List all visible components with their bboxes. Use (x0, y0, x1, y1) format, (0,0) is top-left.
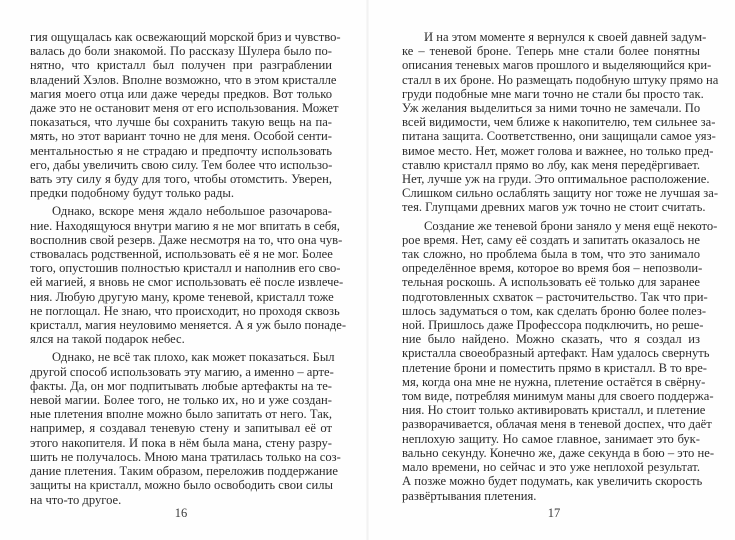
text-line: шить не получалось. Мною мана тратилась только на соз- (30, 449, 341, 464)
text-line: ние. Находящуюся внутри магию я не мог впитать в себя, (30, 218, 340, 233)
text-line: вимое место. Нет, может голова и важнее, но только пред- (402, 143, 714, 158)
text-line: Слишком сильно ослаблять защиту ног тоже не лучшая за- (402, 186, 719, 201)
text-line: вально секунду. Конечно же, даже секунда в бою – это не- (402, 445, 715, 460)
text-line: Создание же теневой брони заняло у меня ещё некото- (424, 218, 718, 233)
text-line: Однако, вскоре меня ждало небольшое разочарова- (52, 204, 332, 219)
text-line: ния. Но стоит только активировать кристалл, и плетение (402, 403, 706, 418)
text-line: рое время. Нет, саму её создать и запитать оказалось не (402, 232, 700, 247)
text-line: дание плетения. Таким образом, переложив поддержание (30, 464, 339, 479)
text-line: ния. Любую другую ману, кроме теневой, кристалл тоже (30, 289, 334, 304)
text-line: ялся на такой подарок небес. (30, 332, 185, 347)
text-line: так сложно, но проблема была в том, что это занимало (402, 247, 700, 262)
text-line: всей видимости, чем ближе к накопителю, тем сильнее за- (402, 115, 716, 130)
paragraph (30, 30, 341, 201)
text-line: на что-то другое. (30, 492, 122, 507)
text-line: кристалла своеобразный артефакт. Нам удалось свернуть (402, 346, 710, 361)
text-line: другой способ использовать эту магию, а именно – арте- (30, 364, 334, 379)
text-line: вать эту силу я буду для того, чтобы отомстить. Уверен, (30, 172, 332, 187)
text-line: валась до боли знакомой. По рассказу Шулера было по- (30, 44, 332, 59)
text-line: мять, но этот вариант точно не для меня. Особой сенти- (30, 129, 332, 144)
text-line: невой магии. Более того, не только их, но и уже создан- (30, 393, 332, 408)
page-number-left: 16 (174, 506, 188, 520)
text-line: показаться, что лучше бы сохранить такую вещь на па- (30, 115, 332, 130)
text-line: Уж желания выделиться за ними точно не замечали. По (402, 101, 701, 116)
text-line: Нет, лучше уж на груди. Это оптимальное расположение. (402, 172, 710, 187)
text-line: Однако, не всё так плохо, как может показаться. Был (52, 350, 335, 365)
text-line: магия моего отца или даже череды предков. Вот только (30, 86, 332, 101)
text-line: восполнив свой резерв. Даже несмотря на то, что она чув- (30, 232, 343, 247)
page-number-right: 17 (547, 506, 561, 520)
text-line: ные плетения вполне можно было запитать от него. Так, (30, 407, 333, 422)
text-line: описания теневых магов прошлого и выделяющийся кри- (402, 58, 712, 73)
text-line: шлось задуматься о том, как сделать броню более полез- (402, 303, 707, 318)
text-line: том виде, потребляя минимум маны для своего поддержа- (402, 389, 714, 404)
text-line: ствовалась родственной, использовать её я не мог. Более (30, 247, 333, 262)
paragraph (402, 30, 719, 215)
text-line: разворачивается, облачая меня в теневой доспех, что даёт (402, 417, 712, 432)
text-line: владений Хэлов. Вполне возможно, что в этом кристалле (30, 72, 337, 87)
text-line: определённое время, которое во время боя – непозволи- (402, 261, 703, 276)
text-line: например, я создавал теневую стену и запитывал её от (30, 421, 332, 436)
paragraph (30, 350, 341, 507)
text-line: этого накопителя. И пока в нём была мана, стену разру- (30, 435, 332, 450)
text-line: защиты на кристалл, можно было освободить свои силы (30, 478, 333, 493)
text-line: сталл в их броне. Но размещать подобную штуку прямо на (402, 72, 719, 87)
text-line: мало времени, но сейчас и это уже неплохой результат. (402, 460, 700, 475)
text-line: подготовленных схваток – расточительство. Так что при- (402, 289, 708, 304)
text-line: А позже можно будет подумать, как увеличить скорость (402, 474, 703, 489)
text-line: тея. Глупцами древних магов уж точно не стоит считать. (402, 200, 706, 215)
text-line: его, дабы увеличить свою силу. Тем более что использо- (30, 157, 333, 172)
text-line: ставлю кристалл прямо во лбу, как меня передёргивает. (402, 157, 700, 172)
text-line: факты. Да, он мог подпитывать любые артефакты на те- (30, 378, 332, 393)
text-line: тельная роскошь. А использовать её только для заранее (402, 275, 700, 290)
right-page-body (402, 30, 719, 503)
text-line: даже это не остановит меня от его использования. Может (30, 101, 339, 116)
left-page-body (30, 30, 347, 507)
text-line: предки подобному будут только рады. (30, 186, 234, 201)
paragraph (402, 218, 718, 503)
text-line: ной. Пришлось даже Профессора подключить, но реше- (402, 318, 704, 333)
text-line: груди подобные мне маги точно не стали бы просто так. (402, 86, 704, 101)
text-line: питана защита. Соответственно, они защищали самое уяз- (402, 129, 716, 144)
text-line: кристалл, магия неуловимо меняется. А я уж было понаде- (30, 318, 347, 333)
text-line: развёртывания плетения. (402, 488, 537, 503)
text-line: гия ощущалась как освежающий морской бриз и чувство- (30, 30, 341, 44)
text-line: нятно, что кристалл был получен при разграблении (30, 58, 332, 73)
text-line: ке – теневой броне. Теперь мне стали более понятны (402, 44, 700, 59)
text-line: не поглощал. Не знаю, что происходит, но проходя сквозь (30, 303, 340, 318)
text-line: мя, когда она мне не нужна, плетение остаётся в свёрну- (402, 374, 706, 389)
text-line: неплохую защиту. Но самое главное, занимает это бук- (402, 431, 700, 446)
text-line: того, опустошив полностью кристалл и наполнив его сво- (30, 261, 341, 276)
text-line: ей магией, я вновь не смог использовать её после извлече- (30, 275, 344, 290)
text-line: И на этом моменте я вернулся к своей давней задум- (424, 30, 707, 44)
paragraph (30, 204, 347, 347)
text-line: плетение брони и поместить прямо в кристалл. В то вре- (402, 360, 708, 375)
text-line: ние было найдено. Можно сказать, что я создал из (402, 332, 700, 347)
right-page (368, 0, 735, 540)
text-line: ментальностью я не страдаю и предпочту использовать (30, 143, 332, 158)
